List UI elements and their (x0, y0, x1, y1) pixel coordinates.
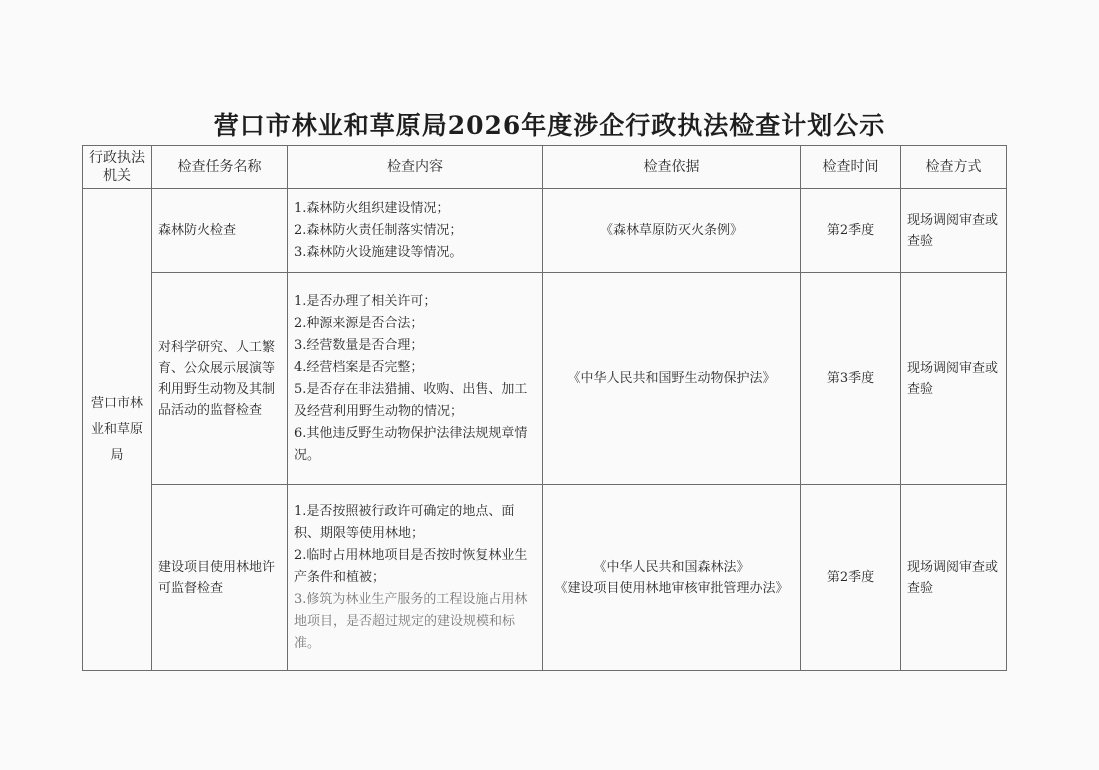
basis-item: 《森林草原防灭火条例》 (599, 223, 743, 238)
basis-cell (543, 485, 801, 671)
content-item: 2.种源来源是否合法； (294, 315, 424, 331)
table-row (83, 273, 1007, 485)
basis-item: 《中华人民共和国森林法》 (593, 559, 750, 575)
header-agency: 行政执法机关 (83, 146, 152, 189)
table-header-row (83, 146, 1007, 189)
method-cell: 现场调阅审查或查验 (901, 485, 1007, 671)
time-cell: 第3季度 (801, 273, 901, 485)
table-row (83, 189, 1007, 273)
table-row (83, 485, 1007, 671)
content-cell (288, 189, 543, 273)
content-item: 1.森林防火组织建设情况； (294, 200, 450, 216)
content-item: 1.是否按照被行政许可确定的地点、面积、期限等使用林地； (294, 503, 515, 541)
content-item: 3.森林防火设施建设等情况。 (294, 244, 463, 260)
time-cell: 第2季度 (801, 189, 901, 273)
content-item: 3.修筑为林业生产服务的工程设施占用林地项目，是否超过规定的建设规模和标准。 (294, 591, 528, 651)
task-cell: 对科学研究、人工繁育、公众展示展演等利用野生动物及其制品活动的监督检查 (152, 273, 288, 485)
method-cell: 现场调阅审查或查验 (901, 189, 1007, 273)
method-cell: 现场调阅审查或查验 (901, 273, 1007, 485)
content-item: 2.临时占用林地项目是否按时恢复林业生产条件和植被； (294, 547, 528, 585)
content-cell (288, 273, 543, 485)
document-title: 营口市林业和草原局2026年度涉企行政执法检查计划公示 (213, 111, 886, 140)
task-cell: 森林防火检查 (152, 189, 288, 273)
basis-item: 《中华人民共和国野生动物保护法》 (567, 371, 776, 386)
task-cell: 建设项目使用林地许可监督检查 (152, 485, 288, 671)
inspection-plan-table (82, 145, 1007, 671)
content-item: 1.是否办理了相关许可； (294, 293, 437, 309)
content-item: 3.经营数量是否合理； (294, 337, 424, 353)
header-time: 检查时间 (801, 146, 901, 189)
time-cell: 第2季度 (801, 485, 901, 671)
content-item: 5.是否存在非法猎捕、收购、出售、加工及经营利用野生动物的情况； (294, 381, 528, 419)
basis-item: 《建设项目使用林地审核审批管理办法》 (554, 580, 789, 596)
basis-cell (543, 273, 801, 485)
content-item: 2.森林防火责任制落实情况； (294, 222, 463, 238)
header-method: 检查方式 (901, 146, 1007, 189)
content-item: 6.其他违反野生动物保护法律法规规章情况。 (294, 425, 528, 463)
header-content: 检查内容 (288, 146, 543, 189)
basis-cell (543, 189, 801, 273)
content-cell (288, 485, 543, 671)
agency-cell: 营口市林业和草原局 (83, 189, 152, 671)
header-basis: 检查依据 (543, 146, 801, 189)
content-item: 4.经营档案是否完整； (294, 359, 424, 375)
header-task: 检查任务名称 (152, 146, 288, 189)
